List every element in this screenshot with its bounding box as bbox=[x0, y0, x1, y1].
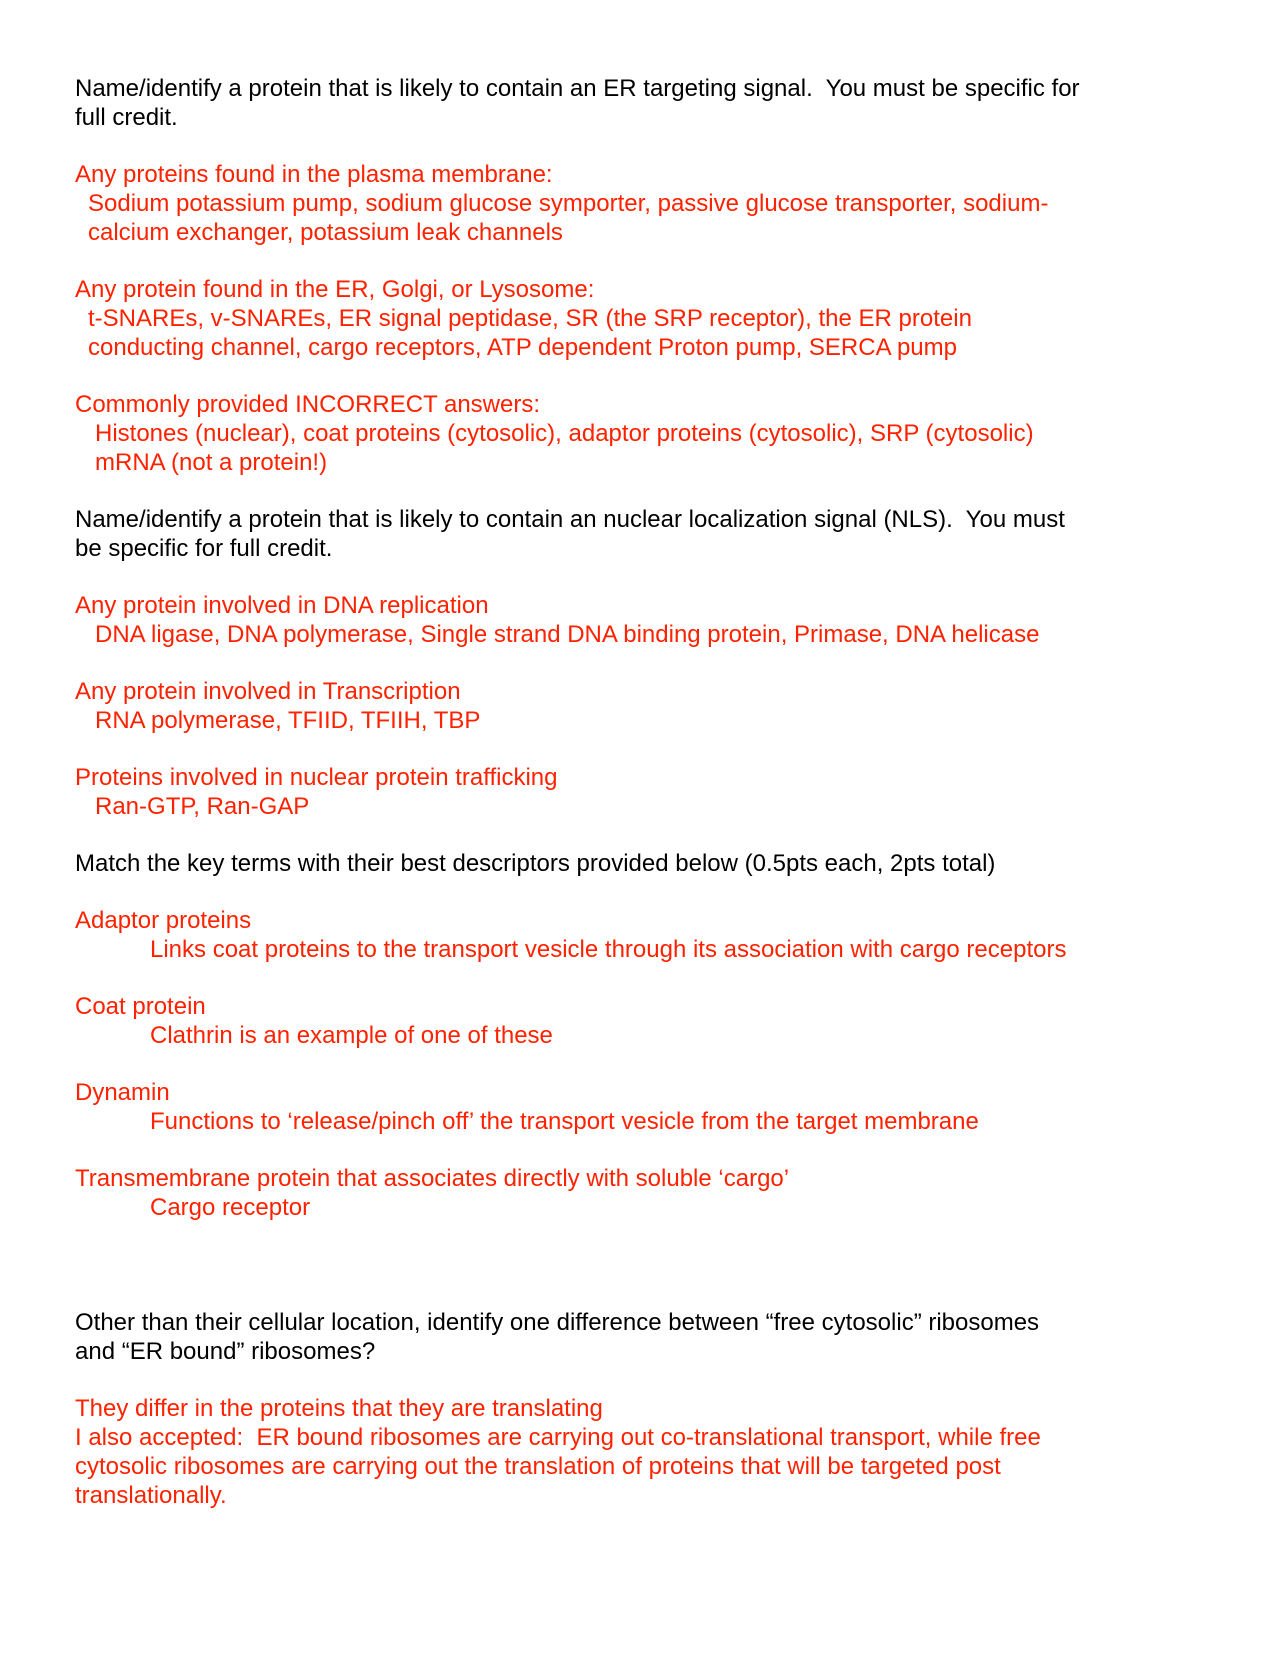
answer-1-group-3-heading: Commonly provided INCORRECT answers: bbox=[75, 391, 541, 418]
answer-2-group-1-line-1: DNA ligase, DNA polymerase, Single strand DNA binding protein, Primase, DNA helicase bbox=[95, 621, 1040, 648]
match-descriptor-4: Cargo receptor bbox=[150, 1194, 311, 1221]
match-term-1: Adaptor proteins bbox=[75, 907, 252, 934]
answer-1-group-3-line-2: mRNA (not a protein!) bbox=[95, 449, 328, 476]
answer-4-line-2: I also accepted: ER bound ribosomes are carrying out co-translational transport, while free bbox=[75, 1424, 1041, 1451]
answer-1-group-3-line-1: Histones (nuclear), coat proteins (cytosolic), adaptor proteins (cytosolic), SRP (cytosolic) bbox=[95, 420, 1034, 447]
answer-4-line-1: They differ in the proteins that they are translating bbox=[75, 1395, 603, 1422]
answer-2-group-2-heading: Any protein involved in Transcription bbox=[75, 678, 461, 705]
answer-2-group-1-heading: Any protein involved in DNA replication bbox=[75, 592, 489, 619]
question-2-line-2: be specific for full credit. bbox=[75, 535, 333, 562]
match-descriptor-3: Functions to ‘release/pinch off’ the transport vesicle from the target membrane bbox=[150, 1108, 979, 1135]
question-2-line-1: Name/identify a protein that is likely to contain an nuclear localization signal (NLS). You must bbox=[75, 506, 1065, 533]
answer-1-group-2-line-2: conducting channel, cargo receptors, ATP dependent Proton pump, SERCA pump bbox=[88, 334, 957, 361]
question-4-line-1: Other than their cellular location, identify one difference between “free cytosolic” ribosomes bbox=[75, 1309, 1040, 1336]
answer-2-group-3-line-1: Ran-GTP, Ran-GAP bbox=[95, 793, 310, 820]
answer-2-group-3-heading: Proteins involved in nuclear protein trafficking bbox=[75, 764, 558, 791]
match-term-2: Coat protein bbox=[75, 993, 206, 1020]
answer-4-line-3: cytosolic ribosomes are carrying out the translation of proteins that will be targeted post bbox=[75, 1453, 1001, 1480]
match-term-4: Transmembrane protein that associates directly with soluble ‘cargo’ bbox=[75, 1165, 790, 1192]
question-4-line-2: and “ER bound” ribosomes? bbox=[75, 1338, 376, 1365]
match-descriptor-1: Links coat proteins to the transport vesicle through its association with cargo receptors bbox=[150, 936, 1067, 963]
match-descriptor-2: Clathrin is an example of one of these bbox=[150, 1022, 553, 1049]
answer-2-group-2-line-1: RNA polymerase, TFIID, TFIIH, TBP bbox=[95, 707, 481, 734]
answer-1-group-1-heading: Any proteins found in the plasma membrane: bbox=[75, 161, 553, 188]
answer-1-group-2-line-1: t-SNAREs, v-SNAREs, ER signal peptidase, SR (the SRP receptor), the ER protein bbox=[88, 305, 972, 332]
answer-4-line-4: translationally. bbox=[75, 1482, 227, 1509]
match-term-3: Dynamin bbox=[75, 1079, 170, 1106]
answer-1-group-1-line-2: calcium exchanger, potassium leak channels bbox=[88, 219, 563, 246]
question-3-line-1: Match the key terms with their best descriptors provided below (0.5pts each, 2pts total) bbox=[75, 850, 996, 877]
answer-1-group-2-heading: Any protein found in the ER, Golgi, or Lysosome: bbox=[75, 276, 595, 303]
question-1-line-2: full credit. bbox=[75, 104, 178, 131]
answer-1-group-1-line-1: Sodium potassium pump, sodium glucose symporter, passive glucose transporter, sodium- bbox=[88, 190, 1049, 217]
question-1-line-1: Name/identify a protein that is likely to contain an ER targeting signal. You must be specific for bbox=[75, 75, 1080, 102]
